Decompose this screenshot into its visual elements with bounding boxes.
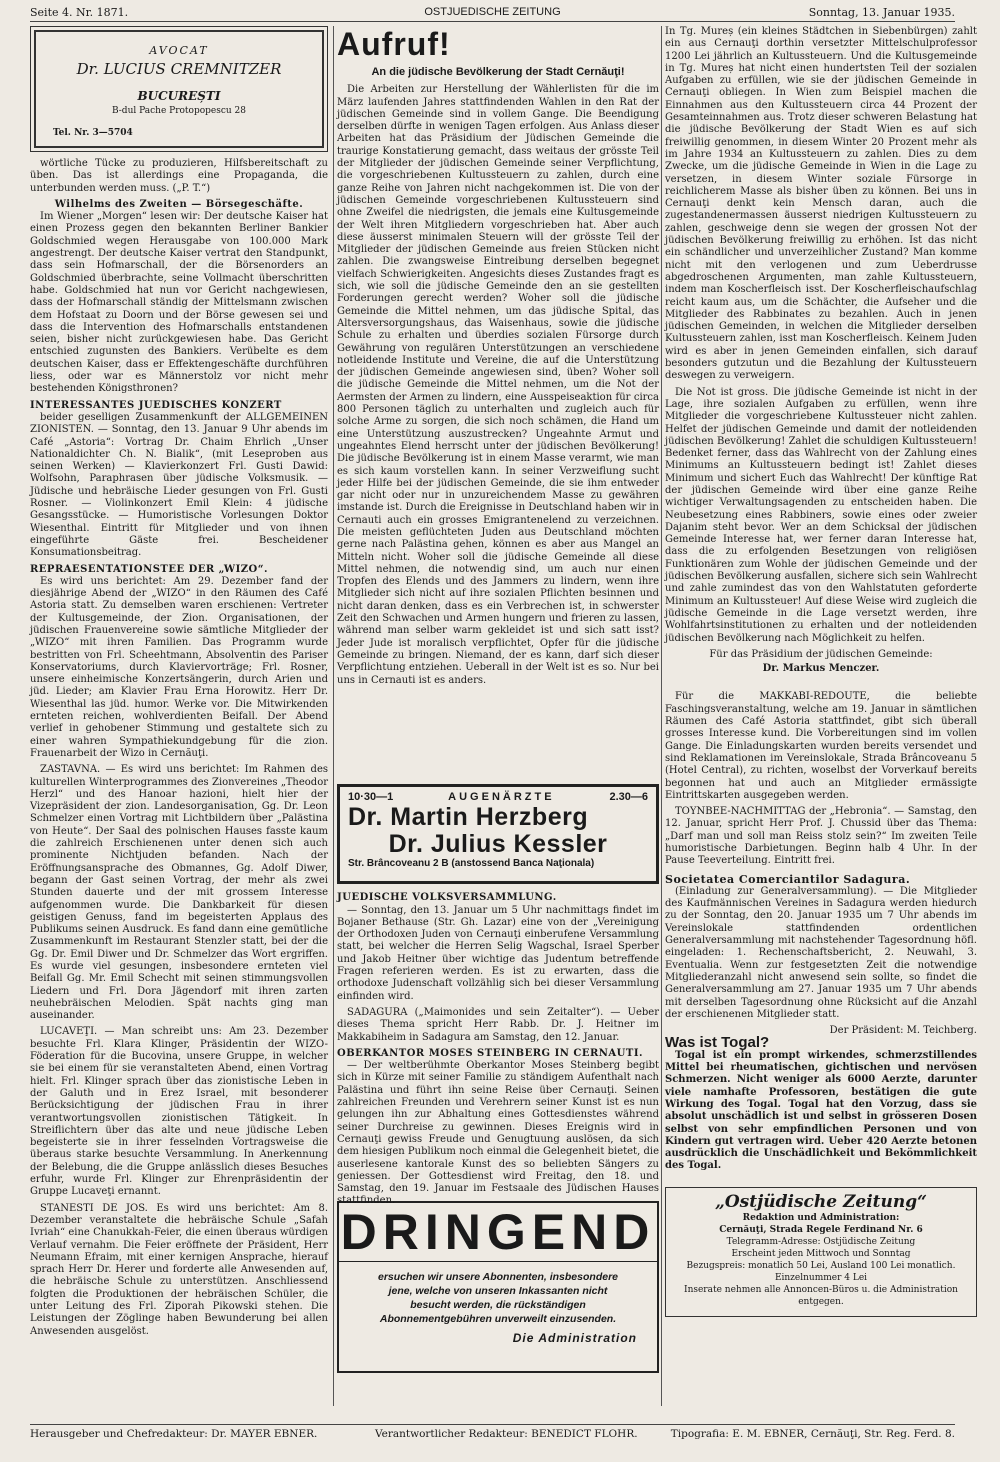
masthead-title: „Ostjüdische Zeitung“	[715, 1191, 927, 1212]
hours-afternoon: 2.30—6	[609, 791, 648, 804]
footer-printer: Tipografia: E. M. EBNER, Cernăuţi, Str. Reg. Ferd. 8.	[670, 1428, 955, 1440]
article-text: Für die MAKKABI-REDOUTE, die beliebte Faschingsveranstaltung, welche am 19. Januar in sämtlichen Räumen des Café Astoria stattfindet, gibt sich überall grosses Interesse kund. Die Vorbereitungen sind im vollen Gange. Die Einladungskarten wurden bereits versendet und sind Reklamationen im Vereinslokale, Strada Brâncoveanu 5 (Hotel Central), zu richten, woselbst der Vorverkauf bereits begonnen hat und auch an Mitglieder ermässigte Eintrittskarten ausgegeben werden.	[665, 691, 977, 801]
urgent-notice	[337, 1201, 659, 1373]
masthead-line: Inserate nehmen alle Annoncen-Büros u. die Administration entgegen.	[684, 1284, 958, 1307]
issue-date: Sonntag, 13. Januar 1935.	[808, 6, 955, 19]
ad-title: AVOCAT	[149, 44, 209, 57]
urgent-signature: Die Administration	[512, 1331, 637, 1346]
hours-morning: 10·30—1	[348, 791, 394, 804]
appeal-subtitle: An die jüdische Bevölkerung der Stadt Cernăuţi!	[371, 66, 625, 78]
page-footer	[30, 1424, 955, 1440]
page-header	[30, 4, 955, 22]
article-text: wörtliche Tücke zu produzieren, Hilfsbereitschaft zu üben. Das ist allerdings eine Propaganda, die unterbunden werden muss. („P. T.“)	[30, 158, 328, 194]
page-number: Seite 4. Nr. 1871.	[30, 6, 129, 19]
article-text: ZASTAVNA. — Es wird uns berichtet: Im Rahmen des kulturellen Winterprogrammes des Zionvereines „Theodor Herzl“ und des Hanoar hazioni, hielt hier der Vizepräsident der zion. Landesorganisation, Gg. Dr. Leon Schmelzer einen Vortrag mit Lichtbildern über „Palästina von Heute“. Der Saal des polnischen Hauses fasste kaum die zahlreich Erschienenen unter denen sich auch prominente Nichtjuden befanden. Nach der Eröffnungsansprache des Obmannes, Gg. Adolf Diwer, begann der Gast seinen Vortrag, der mehr als zwei Stunden dauerte und der mit grossem Interesse aufgenommen wurde. Die Dankbarkeit für diesen geistigen Genuss, fand im begeisterten Applaus des Publikums seinen Ausdruck. Es fand dann eine gemütliche Zusammenkunft im Restaurant Stenzler statt, bei der die Gg. Dr. Emil Diwer und Dr. Schmelzer das Wort ergriffen. Es wurde viel gesungen, insbesondere ernteten viel Beifall Gg. Mr. Emil Schecht mit seinen stimmungsvollen Liedern und Frl. Dora Jägendorf mit ihren zarten neuhebräischen Melodien. Spät nachts ging man auseinander.	[30, 764, 328, 1022]
masthead-line: Redaktion und Administration:	[742, 1212, 900, 1223]
column-rule	[661, 26, 662, 1406]
column-middle	[337, 26, 659, 1412]
urgent-headline: DRINGEND	[340, 1204, 656, 1261]
appeal-text: Die Arbeiten zur Herstellung der Wählerlisten für die im März laufenden Jahres stattfindenden Wahlen in den Rat der jüdischen Gemeinde sind in vollem Gange. Die Beendigung derselben dürfte in wenigen Tagen erfolgen. Aus Anlass dieser Arbeiten hat das Präsidium der Jüdischen Gemeinde die traurige Konstatierung gemacht, dass weitaus der grösste Teil der Mitglieder der jüdischen Gemeinde seiner Verpflichtung, die vorgeschriebenen Kultussteuern zu zahlen, durch eine ganze Reihe von Jahren nicht nachgekommen ist. Die von der jüdischen Gemeinde vorgeschriebenen Kultussteuern sind ohne Zweifel die niedrigsten, die jemals eine Kultusgemeinde der Welt ihren Mitgliedern vorgeschrieben hat. Aber auch diese äusserst minimalen Steuern will der grösste Teil der Mitglieder der jüdischen Gemeinde aus freien Stücken nicht zahlen. Die zwangsweise Eintreibung derselben begegnet vielfach Schwierigkeiten. Angesichts dieses Zustandes fragt es sich, wie soll die jüdische Gemeinde den an sie gestellten Forderungen gerecht werden? Woher soll die jüdische Gemeinde die Mittel nehmen, um das jüdische Spital, das Altersversorgungshaus, das Waisenhaus, sowie die jüdische Schule zu erhalten und überdies sozialen Fürsorge durch Gewährung von regulären Unterstützungen an verschiedene notleidende Institute und Vereine, die auf die Unterstützung der jüdischen Gemeinde angewiesen sind, üben? Woher soll die jüdische Gemeinde die Mittel nehmen, um die Not der Aermsten der Armen zu lindern, eine Ausspeiseaktion für circa 800 Personen täglich zu unterhalten und zugleich auch für solche Arme zu sorgen, die sich noch schämen, die Hand um eine Unterstützung auszustrecken? Ungeahnte Armut und ungeahntes Elend herrscht unter der jüdischen Bevölkerung! Die jüdische Bevölkerung ist in einem Masse verarmt, wie man es sich kaum vorstellen kann. In seiner Verzweiflung sucht jeder Hilfe bei der jüdischen Gemeinde, die sie ihm entweder gar nicht oder nur in unzureichendem Masse zu gewähren imstande ist. Durch die Ereignisse in Deutschland haben wir in Cernauti auch ein grosses Emigrantenelend zu verzeichnen. Die meisten geflüchteten Juden aus Deutschland möchten gerne nach Palästina gehen, können es aber aus Mangel an Mitteln nicht. Woher soll die jüdische Gemeinde all diese Mittel nehmen, die notwendig sind, um auch nur einen Tropfen des Elends und des Jammers zu lindern, wenn ihre Mitglieder sich nicht auf ihre sozialen Pflichten besinnen und nicht daran denken, dass es ein Verbrechen ist, in schwerster Zeit den Schwachen und Armen hungern und frieren zu lassen, während man selber warm gekleidet ist und sich satt isst? Jeder Jude ist moralisch verpflichtet, Opfer für die jüdische Gemeinde zu bringen. Niemand, der es kann, darf sich dieser Verpflichtung entziehen. Ueberall in der Welt ist es so. Nur bei uns in Cernauti ist es anders.	[337, 84, 659, 686]
ad-street: B-dul Pache Protopopescu 28	[111, 105, 246, 116]
appeal-title: Aufruf!	[337, 26, 451, 62]
article-text: SADAGURA („Maimonides und sein Zeitalter“). — Ueber dieses Thema spricht Herr Rabb. Dr. J. Heitner im Makkabiheim in Sadagura am Samstag, den 12. Januar.	[337, 1006, 659, 1043]
footer-publisher: Herausgeber und Chefredakteur: Dr. MAYER EBNER.	[30, 1428, 318, 1440]
column-left	[30, 26, 328, 1412]
article-text: — Sonntag, den 13. Januar um 5 Uhr nachmittags findet im Bojaner Bethause (Str. Gh. Lazar) eine von der „Vereinigung der Orthodoxen Juden von Cernauţi einberufene Versammlung statt, bei welcher die Herren Selig Wagschal, Israel Sperber und Jakob Heitner über wichtige das Judentum betreffende Fragen referieren werden. Es ist zu erwarten, dass die orthodoxe Judenschaft vollzählig sich bei dieser Versammlung einfinden wird.	[337, 904, 659, 1002]
ad-name: Dr. LUCIUS CREMNITZER	[76, 60, 282, 79]
doctor-name: Dr. Julius Kessler	[388, 829, 608, 858]
urgent-body: ersuchen wir unsere Abonnenten, insbesondere jene, welche von unseren Inkassanten nicht besucht werden, die rückständigen Abonnementgebühren unverweilt einzusenden.	[378, 1271, 618, 1326]
lawyer-advertisement	[30, 26, 328, 152]
signature-name: Der Präsident: M. Teichberg.	[829, 1025, 977, 1037]
article-text: TOYNBEE-NACHMITTAG der „Hebronia“. — Samstag, den 12. Januar, spricht Herr Prof. J. Chussid über das Thema: „Darf man und soll man Reiss stolz sein?“ Im zweiten Teile humoristische Darbietungen. Beginn halb 4 Uhr. In der Pause Teeverteilung. Eintritt frei.	[665, 806, 977, 867]
article-heading: INTERESSANTES JUEDISCHES KONZERT	[30, 399, 282, 411]
doctor-name: Dr. Martin Herzberg	[348, 802, 589, 831]
masthead-line: Cernăuţi, Strada Regele Ferdinand Nr. 6	[719, 1224, 923, 1235]
article-heading: REPRAESENTATIONSTEE DER „WIZO“.	[30, 563, 268, 575]
togal-text: Togal ist ein prompt wirkendes, schmerzstillendes Mittel bei rheumatischen, gichtischen und nervösen Schmerzen. Nicht weniger als 6000 Aerzte, darunter viele namhafte Professoren, bestätigen die gute Wirkung des Togal. Togal hat den Vorzug, dass sie absolut unschädlich ist und selbst in grösseren Dosen selbst von sehr empfindlichen Personen und von Kindern gut vertragen wird. Ueber 420 Aerzte betonen ausdrücklich die Unschädlichkeit und Bekömmlichkeit des Togal.	[665, 1049, 977, 1172]
article-text: STANESTI DE JOS. Es wird uns berichtet: Am 8. Dezember veranstaltete die hebräische Schule „Safah Ivriah“ eine Chanukkah-Feier, die einen überaus würdigen Verlauf vernahm. Die Feier eröffnete der Präsident, Herr Neumann Efraim, mit einer kernigen Ansprache, hierauf sprach Herr Dr. Herer und forderte alle Anwesenden auf, die hebräische Schule zu unterstützen. Anschliessend folgten die Produktionen der hebräischen Schüler, die unter Leitung des Frl. Ziporah Pikowski stehen. Die Leistungen der Zöglinge haben Bewunderung bei allen Anwesenden ausgelöst.	[30, 1202, 328, 1337]
ad-phone: Tel. Nr. 3—5704	[53, 127, 133, 138]
article-text: LUCAVEŢI. — Man schreibt uns: Am 23. Dezember besuchte Frl. Klara Klinger, Präsidentin der WIZO-Föderation für die Bucovina, unsere Gruppe, in welcher sie bei einem für sie veranstalteten Abend, einen Vortrag hielt. Frl. Klinger sprach über das zionistische Leben in der Galuth und in Erez Israel, mit besonderer Berücksichtigung der jüdischen Frau in ihrer verantwortungsvollen zionistischen Tätigkeit. In Streiflichtern über das alte und neue jüdische Leben begeisterte sie in ihrer fesselnden Vortragsweise die überaus starke besuchte Versammlung. In Anerkennung der Belebung, die die Gruppe anlässlich dieses Besuches erfuhr, wurde Frl. Klinger zur Ehrenpräsidentin der Gruppe Lucaveţi ernannt.	[30, 1026, 328, 1198]
togal-heading: Was ist Togal?	[665, 1034, 770, 1052]
article-text: (Einladung zur Generalversammlung). — Die Mitglieder des Kaufmännischen Vereines in Sadagura werden hiedurch zu der Sonntag, den 20. Januar 1935 um 7 Uhr abends im Vereinslokale stattfindenden ordentlichen Generalversammlung mit nachstehender Tagesordnung höfl. eingeladen: 1. Rechenschaftsbericht, 2. Neuwahl, 3. Eventualia. Wenn zur festgesetzten Zeit die notwendige Mitgliederanzahl nicht anwesend sein sollte, so findet die Generalversammlung am 27. Januar 1935 um 7 Uhr abends mit derselben Tagesordnung ohne Rücksicht auf die Anzahl der erschienenen Mitglieder statt.	[665, 885, 977, 1020]
article-text: beider geselligen Zusammenkunft der ALLGEMEINEN ZIONISTEN. — Sonntag, den 13. Januar 9 Uhr abends im Café „Astoria“: Vortrag Dr. Chaim Ehrlich „Unser Nationaldichter Ch. N. Bialik“, (mit Leseproben aus seinen Werken) — Klavierkonzert Frl. Gusti Dawid: Wolfsohn, Paraphrasen über jüdische Volksmusik. — Jüdische und hebräische Lieder gesungen von Frl. Gusti Rosner. — Violinkonzert Emil Klein: 4 jüdische Gesangsstücke. — Humoristische Vorlesungen Doktor Wiesenthal. Eintritt für Mitglieder und von ihnen eingeführte Gäste frei. Bescheidener Konsumationsbeitrag.	[30, 411, 328, 559]
ophthalmologist-advertisement	[337, 784, 659, 884]
masthead-line: Erscheint jeden Mittwoch und Sonntag	[731, 1248, 911, 1259]
article-text: Es wird uns berichtet: Am 29. Dezember fand der diesjährige Abend der „WIZO“ in den Räumen des Café Astoria statt. Zu demselben waren erschienen: Vertreter der Kultusgemeinde, der Zion. Organisationen, der jüdischen Frauenvereine sowie sämtliche Mitglieder der „WIZO“ mit ihren Familien. Das Programm wurde bestritten von Frl. Scheehtmann, Absolventin des Pariser Konservatoriums, durch Klaviervorträge; Frl. Rosner, unsere einheimische Konzertsängerin, durch Arien und jüd. Lieder; am Klavier Frau Erna Horowitz. Herr Dr. Wiesenthal las jüd. humor. Werke vor. Die Mitwirkenden ernteten reichen, wohlverdienten Beifall. Der Abend verlief in gehobener Stimmung und gestaltete sich zu einer wahren Sympathiekundgebung für die zion. Frauenarbeit der Wizo in Cernăuţi.	[30, 575, 328, 759]
article-heading: OBERKANTOR MOSES STEINBERG IN CERNAUTI.	[337, 1047, 643, 1059]
ad-label: AUGENÄRZTE	[448, 791, 555, 804]
newspaper-title: OSTJUEDISCHE ZEITUNG	[424, 6, 561, 18]
footer-editor: Verantwortlicher Redakteur: BENEDICT FLOHR.	[375, 1428, 638, 1440]
signature-name: Dr. Markus Menczer.	[762, 663, 880, 675]
appeal-continuation: Die Not ist gross. Die jüdische Gemeinde ist nicht in der Lage, ihre sozialen Aufgaben zu erfüllen, wenn ihre Mitglieder die vorgeschriebene Kultussteuer nicht zahlen. Helfet der jüdischen Gemeinde und damit der notleidenden jüdischen Bevölkerung! Zahlet die schuldigen Kultussteuern! Bedenket ferner, dass das Wahlrecht von der Zahlung eines Minimums an Kultussteuern bedingt ist! Zahlet dieses Minimum und sichert Euch das Wahlrecht! Der künftige Rat der jüdischen Gemeinde wird über eine ganze Reihe wichtiger Verwaltungsagenden zu entscheiden haben. Die Neubesetzung eines Rabbiners, sowie eines oder zweier Dajanim steht bevor. Wer an dem Schicksal der jüdischen Gemeinde Interesse hat, wer ferner daran Interesse hat, dass die zu erfolgenden Besetzungen von religiösen Funktionären zum Wohle der jüdischen Gemeinde und der jüdischen Bevölkerung ausfallen, sichere sich sein Wahlrecht und zahle zumindest das von den Wahlstatuten geforderte Minimum an Kultussteuer! Auf diese Weise wird zugleich die jüdische Gemeinde in die Lage versetzt werden, ihre Wohlfahrtsinstitutionen zu erhalten und der notleidenden jüdischen Bevölkerung nach Möglichkeit zu helfen.	[665, 386, 977, 644]
article-text: Im Wiener „Morgen“ lesen wir: Der deutsche Kaiser hat einen Prozess gegen den bekannten Berliner Bankier Goldschmied wegen Herausgabe von 100.000 Mark angestrengt. Der deutsche Kaiser vertrat den Standpunkt, dass sein Hofmarschall, der die Börsenorders an Goldschmied überbrachte, seine Vollmacht überschritten habe. Goldschmied hat nun vor Gericht nachgewiesen, dass der Hofmarschall ständig der Mittelsmann zwischen dem Hofstaat zu Doorn und der Börse gewesen sei und dass die Intervention des Hofmarschalls entstandenen seien, bisher nicht zurückgewiesen habe. Das Gericht entschied zugunsten des Bankiers. Verübelte es dem deutschen Kaiser, dass er Effektengeschäfte durchführen liess, oder war es Männerstolz vor nicht mehr bestehenden Königsthronen?	[30, 211, 328, 395]
article-text: — Der weltberühmte Oberkantor Moses Steinberg begibt sich in Kürze mit seiner Familie zu ständigem Aufenthalt nach Palästina und führt ihn seine Reise über Cernauţi. Seinen zahlreichen Freunden und Verehrern seiner Kunst ist es nun gelungen ihn zur Abhaltung eines Gottesdienstes während seiner Durchreise zu gewinnen. Dieses Ereignis wird in Cernauţi gewiss Freude und Genugtuung auslösen, da sich dem hiesigen Publikum noch einmal die Gelegenheit bietet, die auserlesene kantorale Kunst des so beliebten Sängers zu geniessen. Der Gottesdienst wird Freitag, den 18. und Samstag, den 19. Januar im Festsaale des Jüdischen Hauses stattfinden.	[337, 1060, 659, 1207]
masthead-line: Bezugspreis: monatlich 50 Lei, Ausland 100 Lei monatlich. Einzelnummer 4 Lei	[686, 1260, 956, 1283]
masthead-line: Telegramm-Adresse: Ostjüdische Zeitung	[726, 1236, 916, 1247]
ad-address: Str. Brâncoveanu 2 B (anstossend Banca Naţionala)	[348, 857, 595, 869]
article-heading: Wilhelms des Zweiten — Börsegeschäfte.	[54, 198, 304, 210]
signature-line: Für das Präsidium der jüdischen Gemeinde:	[709, 648, 933, 660]
masthead-box	[665, 1187, 977, 1317]
article-heading: JUEDISCHE VOLKSVERSAMMLUNG.	[337, 892, 557, 904]
article-heading: Societatea Comerciantilor Sadagura.	[665, 872, 911, 886]
appeal-continuation: In Tg. Mureș (ein kleines Städtchen in Siebenbürgen) zahlt ein aus Cernauţi dorthin versetzter Mittelschulprofessor 1200 Lei jährlich an Kultussteuern. Und die Kultusgemeinde in Tg. Mureș hat nicht einen hundertsten Teil der sozialen Aufgaben zu erfüllen, wie sie der jüdischen Gemeinde in Cernauţi obliegen. In Wien zum Beispiel machen die Einnahmen aus den Kultussteuern circa 44 Prozent der Gesamteinnahmen aus. Trotz dieser schweren Belastung hat die jüdische Bevölkerung der Stadt Wien es auf sich freiwillig genommen, in diesem Winter 20 Prozent mehr als im Jahre 1934 an Kultussteuern zu zahlen. Dies zu dem Zwecke, um die jüdische Gemeinde in Wien in die Lage zu versetzen, in diesem Winter soziale Fürsorge in reichlicherem Masse als bisher üben zu können. Bei uns in Cernauţi denkt kein Mensch daran, auch die zugestandenermassen äusserst niedrigen Kultussteuern zu zahlen, geschweige denn sie wegen der grossen Not der jüdischen Bevölkerung freiwillig zu erhöhen. Ist das nicht ein schändlicher und unverzeihlicher Zustand? Man komme nicht mit den verlogenen und zum Ueberdrusse abgedroschenen Argumenten, man zahle Kultussteuern, indem man Koscherfleisch isst. Der Koscherfleischaufschlag reicht kaum aus, um die Schächter, die Aufseher und die Mitglieder des Rabbinates zu bezahlen. Auch in jenen jüdischen Gemeinden, in welchen die Mitglieder derselben Kultussteuern zahlen, isst man Koscherfleisch. Keinem Juden wird es aber in jenen Gemeinden einfallen, sich darauf besonders gutzutun und die Bezahlung der Kultussteuern deswegen zu verweigern.	[665, 26, 977, 382]
ad-city: BUCUREȘTI	[137, 88, 221, 103]
column-right	[665, 26, 977, 1412]
column-rule	[333, 26, 334, 1406]
